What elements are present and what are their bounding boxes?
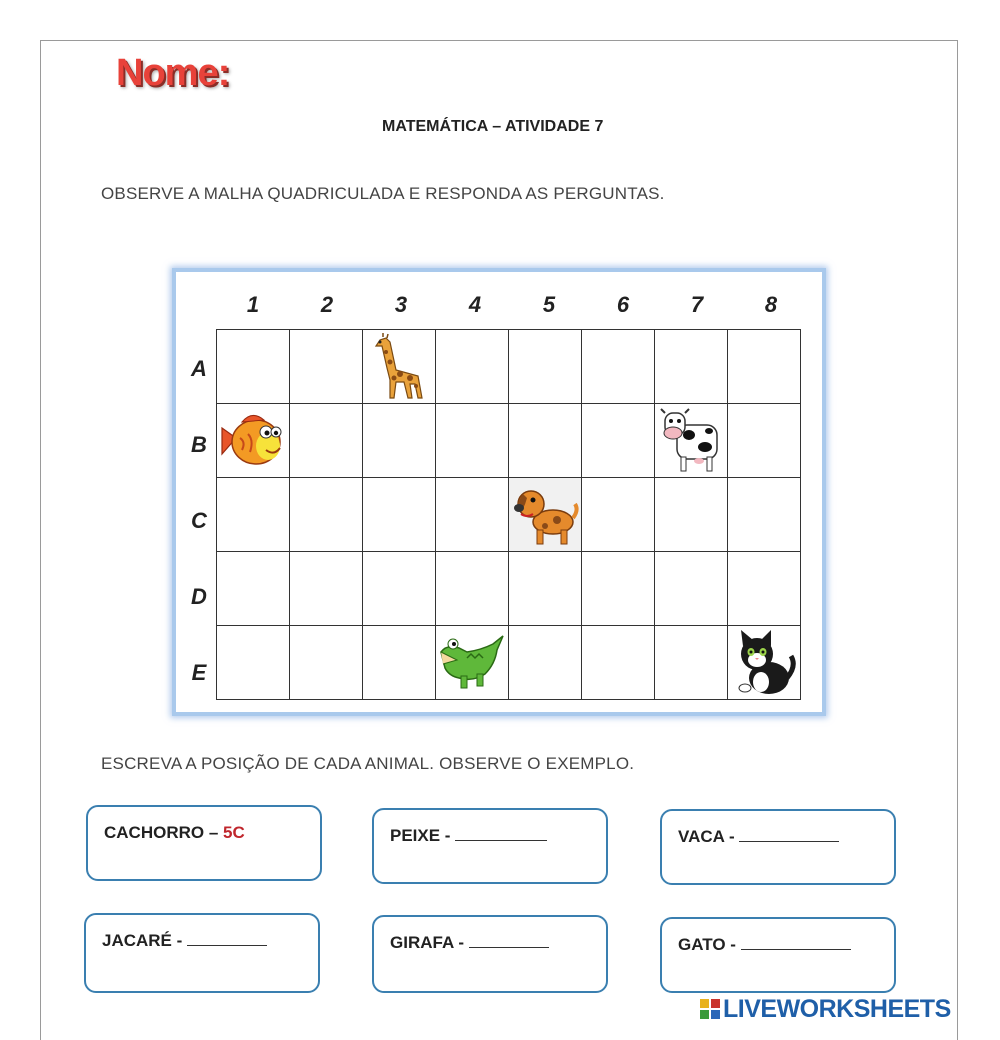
- answer-label-gato: GATO -: [678, 935, 851, 955]
- grid-cell: [217, 552, 290, 626]
- grid-cell: [290, 404, 363, 478]
- grid-cell: [290, 478, 363, 552]
- gato-answer-field[interactable]: [741, 935, 851, 950]
- grid-cell: [728, 330, 801, 404]
- answer-box-gato: [660, 917, 896, 993]
- dog-icon: [511, 482, 579, 548]
- grid-cell: [436, 330, 509, 404]
- answer-label-girafa: GIRAFA -: [390, 933, 549, 953]
- grid-cell: [290, 552, 363, 626]
- cat-icon: [731, 628, 797, 698]
- peixe-answer-field[interactable]: [455, 826, 547, 841]
- grid-cell: [363, 626, 436, 700]
- logo-text: LIVEWORKSHEETS: [723, 994, 951, 1023]
- grid-cell: [582, 552, 655, 626]
- grid-cell: [363, 552, 436, 626]
- name-label: Nome:: [116, 52, 230, 94]
- grid-cell: [363, 478, 436, 552]
- grid-instruction: OBSERVE A MALHA QUADRICULADA E RESPONDA AS PERGUNTAS.: [101, 184, 665, 203]
- grid-cell: [509, 552, 582, 626]
- fish-icon: [218, 408, 288, 474]
- answer-label-peixe: PEIXE -: [390, 826, 547, 846]
- grid-cell: [582, 478, 655, 552]
- grid-cell: [217, 478, 290, 552]
- grid-cell: [363, 330, 436, 404]
- cow-icon: [659, 407, 723, 475]
- grid-cell: [509, 478, 582, 552]
- grid-cell: [509, 330, 582, 404]
- row-header: B: [191, 432, 207, 457]
- grid-cell: [582, 626, 655, 700]
- grid-cell: [290, 330, 363, 404]
- girafa-answer-field[interactable]: [469, 933, 549, 948]
- grid-cell: [217, 330, 290, 404]
- column-header: 2: [320, 292, 334, 317]
- grid-cell: [436, 404, 509, 478]
- liveworksheets-logo: [700, 994, 951, 1024]
- answer-label-vaca: VACA -: [678, 827, 839, 847]
- grid-cell: [655, 478, 728, 552]
- grid-cell: [436, 478, 509, 552]
- column-header: 1: [246, 292, 260, 317]
- answer-box-peixe: [372, 808, 608, 884]
- answer-label-cachorro: CACHORRO – 5C: [104, 823, 245, 842]
- row-header: E: [191, 660, 207, 685]
- answer-box-vaca: [660, 809, 896, 885]
- row-header: D: [191, 584, 207, 609]
- row-header: C: [191, 508, 207, 533]
- answer-label-jacare: JACARÉ -: [102, 931, 267, 951]
- page-title: MATEMÁTICA – ATIVIDADE 7: [382, 118, 604, 135]
- grid-cell: [436, 626, 509, 700]
- grid-cell: [655, 404, 728, 478]
- grid-cell: [290, 626, 363, 700]
- answer-box-jacare: [84, 913, 320, 993]
- answer-box-girafa: [372, 915, 608, 993]
- grid-cell: [582, 330, 655, 404]
- coordinate-grid: [216, 329, 801, 700]
- column-header: 5: [542, 292, 556, 317]
- column-header: 6: [616, 292, 630, 317]
- positions-instruction: ESCREVA A POSIÇÃO DE CADA ANIMAL. OBSERVE O EXEMPLO.: [101, 754, 635, 773]
- row-header: A: [191, 356, 207, 381]
- vaca-answer-field[interactable]: [739, 827, 839, 842]
- logo-squares-icon: [700, 999, 720, 1019]
- column-header: 7: [690, 292, 704, 317]
- grid-cell: [217, 626, 290, 700]
- grid-cell: [363, 404, 436, 478]
- grid-cell: [728, 404, 801, 478]
- column-header: 8: [764, 292, 778, 317]
- example-answer: 5C: [223, 823, 245, 842]
- grid-cell: [582, 404, 655, 478]
- grid-cell: [728, 552, 801, 626]
- grid-cell: [655, 626, 728, 700]
- grid-cell: [728, 478, 801, 552]
- answer-box-cachorro: [86, 805, 322, 881]
- grid-cell: [217, 404, 290, 478]
- grid-cell: [436, 552, 509, 626]
- column-header: 4: [468, 292, 482, 317]
- grid-cell: [655, 552, 728, 626]
- alligator-icon: [437, 630, 507, 696]
- grid-cell: [728, 626, 801, 700]
- grid-cell: [655, 330, 728, 404]
- column-header: 3: [394, 292, 408, 317]
- giraffe-icon: [366, 332, 432, 402]
- grid-cell: [509, 626, 582, 700]
- grid-cell: [509, 404, 582, 478]
- jacare-answer-field[interactable]: [187, 931, 267, 946]
